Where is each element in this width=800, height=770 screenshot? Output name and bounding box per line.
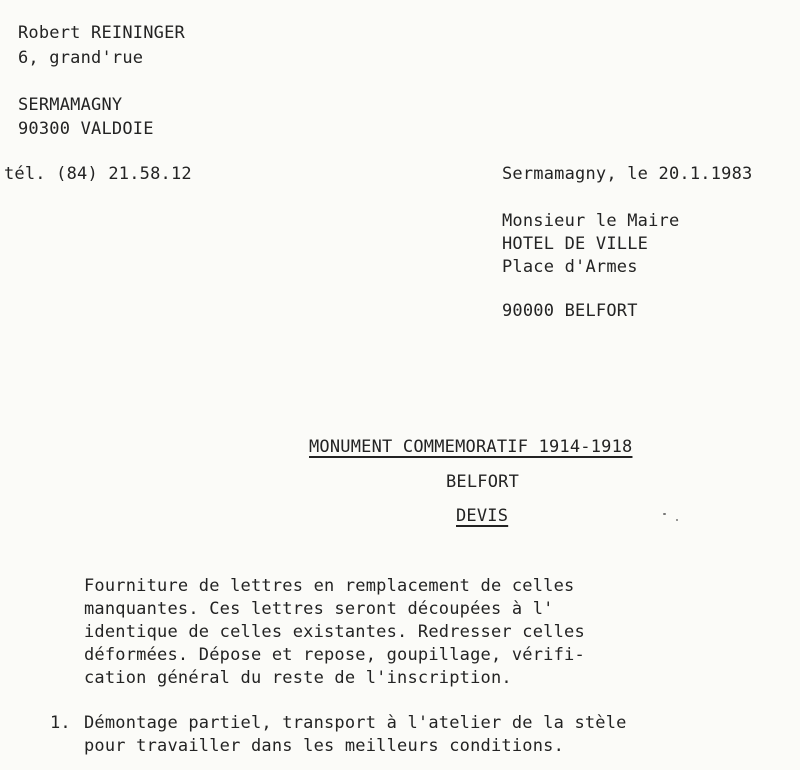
sender-name: Robert REININGER [18,23,185,43]
intro-line-3: identique de celles existantes. Redresser celles [84,622,585,642]
recipient-line-2: HOTEL DE VILLE [502,234,649,254]
sender-village: SERMAMAGNY [18,95,123,115]
place-date: Sermamagny, le 20.1.1983 [502,164,753,184]
heading-doc-type: DEVIS [456,506,509,526]
paper-speck [676,519,678,521]
sender-postcode-city: 90300 VALDOIE [18,119,154,139]
intro-line-2: manquantes. Ces lettres seront découpées à l' [84,599,554,619]
intro-line-4: déformées. Dépose et repose, goupillage, vérifi- [84,645,585,665]
intro-line-5: cation général du reste de l'inscription. [84,668,512,688]
recipient-line-3: Place d'Armes [502,257,638,277]
item-1-number: 1. [50,713,71,733]
intro-line-1: Fourniture de lettres en remplacement de celles [84,576,575,596]
recipient-line-4: 90000 BELFORT [502,301,638,321]
paper-speck [663,513,666,515]
sender-phone: tél. (84) 21.58.12 [4,164,192,184]
heading-city: BELFORT [446,472,520,492]
item-1-line-2: pour travailler dans les meilleurs conditions. [84,736,565,756]
sender-street: 6, grand'rue [18,48,144,68]
item-1-line-1: Démontage partiel, transport à l'atelier de la stèle [84,713,627,733]
recipient-line-1: Monsieur le Maire [502,211,680,231]
heading-title: MONUMENT COMMEMORATIF 1914-1918 [309,437,633,457]
